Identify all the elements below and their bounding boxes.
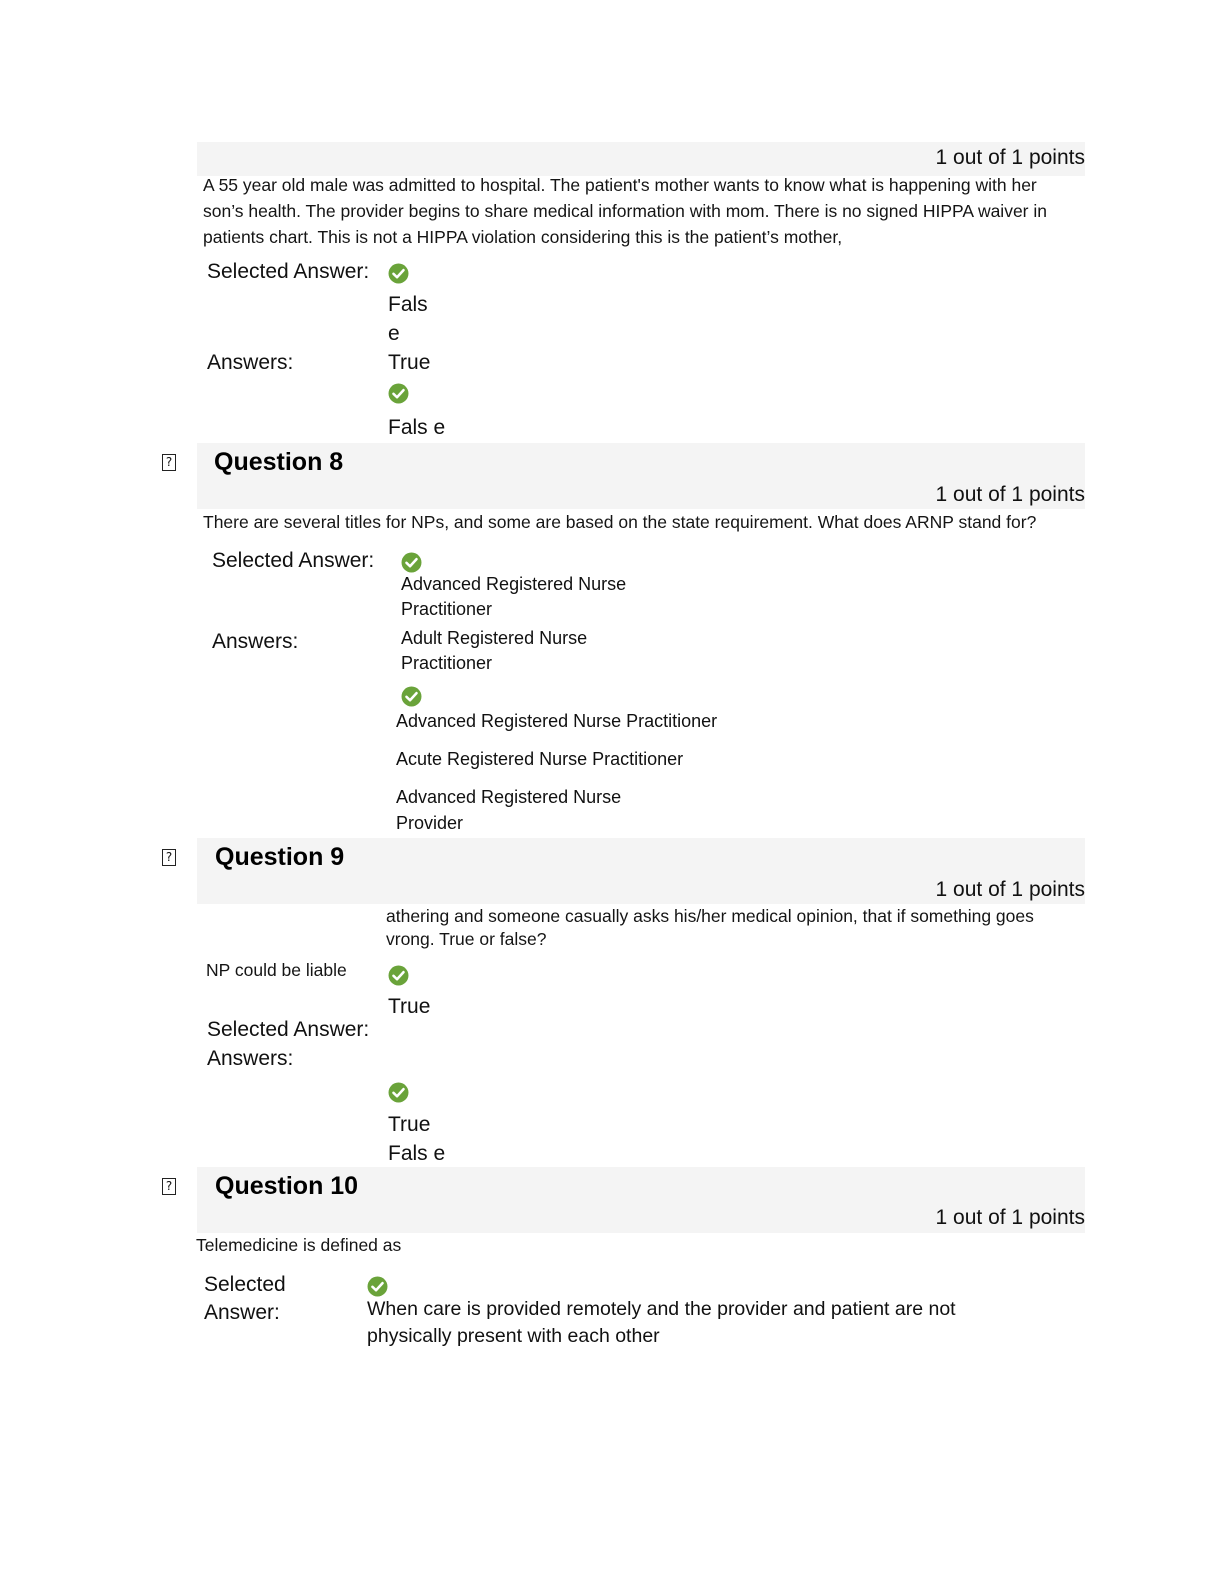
question-text: There are several titles for NPs, and some are based on the state requirement. What does ARNP stand for? [203, 512, 1037, 532]
answer-option: True [388, 1113, 431, 1136]
points-score: 1 out of 1 points [935, 1206, 1085, 1229]
question-title: Question 9 [215, 843, 345, 871]
question-text-line: vrong. True or false? [386, 929, 547, 949]
selected-answer-label: Selected Answer: [212, 549, 375, 572]
answer-option: Advanced Registered Nurse Practitioner [396, 711, 718, 731]
selected-answer-label: Selected Answer: [207, 1018, 370, 1041]
check-circle-icon [401, 552, 422, 573]
check-circle-icon [388, 965, 409, 986]
selected-answer-value: When care is provided remotely and the provider and patient are not [367, 1298, 956, 1320]
answer-option: Acute Registered Nurse Practitioner [396, 749, 684, 769]
answer-option: Advanced Registered Nurse [396, 787, 622, 807]
question-text-fragment: NP could be liable [206, 960, 347, 980]
points-score: 1 out of 1 points [935, 146, 1085, 169]
question-title: Question 8 [214, 448, 344, 476]
selected-answer-value: Fals [388, 293, 428, 316]
selected-answer-label: Selected [204, 1273, 286, 1296]
selected-answer-value: e [388, 322, 400, 345]
question-text-line: son’s health. The provider begins to share medical information with mom. There is no signed HIPPA waiver in [203, 201, 1047, 221]
answer-option: True [388, 351, 431, 374]
missing-glyph-box-icon: ? [162, 1178, 176, 1195]
answers-label: Answers: [207, 351, 294, 374]
question-text-line: athering and someone casually asks his/her medical opinion, that if something goes [386, 906, 1034, 926]
check-circle-icon [401, 686, 422, 707]
question-text-line: A 55 year old male was admitted to hospital. The patient's mother wants to know what is happening with her [203, 175, 1037, 195]
selected-answer-value: Advanced Registered Nurse [401, 574, 627, 594]
selected-answer-value: Practitioner [401, 599, 493, 619]
answer-option: Adult Registered Nurse [401, 628, 588, 648]
answers-label: Answers: [212, 630, 299, 653]
answer-option: Provider [396, 813, 464, 833]
answer-option: Fals e [388, 416, 446, 439]
selected-answer-value: physically present with each other [367, 1325, 660, 1347]
answer-option: Practitioner [401, 653, 493, 673]
question-text-line: patients chart. This is not a HIPPA violation considering this is the patient’s mother, [203, 227, 843, 247]
selected-answer-label: Answer: [204, 1301, 280, 1324]
missing-glyph-box-icon: ? [162, 454, 176, 471]
selected-answer-label: Selected Answer: [207, 260, 370, 283]
answer-option: Fals e [388, 1142, 446, 1165]
points-score: 1 out of 1 points [935, 878, 1085, 901]
check-circle-icon [388, 1082, 409, 1103]
check-circle-icon [388, 263, 409, 284]
missing-glyph-box-icon: ? [162, 849, 176, 866]
question-text: Telemedicine is defined as [196, 1235, 402, 1255]
check-circle-icon [367, 1276, 388, 1297]
question-title: Question 10 [215, 1172, 359, 1200]
selected-answer-value: True [388, 995, 431, 1018]
check-circle-icon [388, 383, 409, 404]
answers-label: Answers: [207, 1047, 294, 1070]
points-score: 1 out of 1 points [935, 483, 1085, 506]
